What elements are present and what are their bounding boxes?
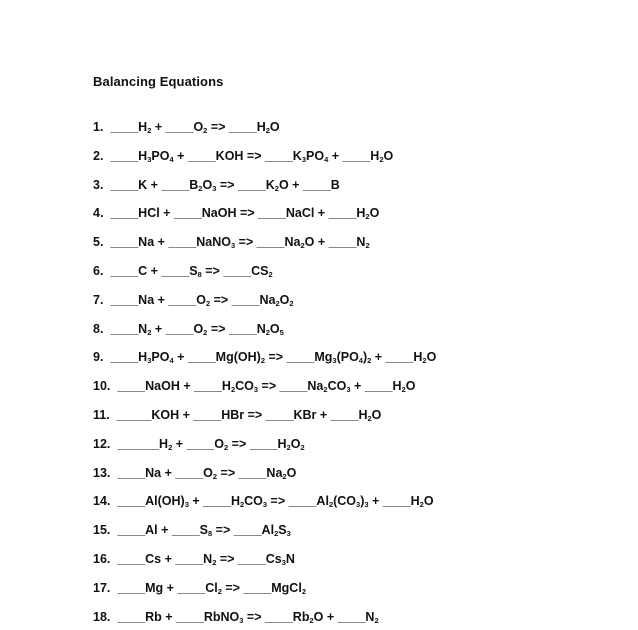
equation-row: 9. $\_\_\_\_H_3PO_4$ + $\_\_\_\_Mg(OH)_2$ => $\_\_\_\_Mg_3(PO_4)_2$ + $\_\_\_\_H_2O$ xyxy=(93,350,437,366)
equation-row: 6. ____C + $\_\_\_\_S_8$ => $\_\_\_\_CS_2$ xyxy=(93,264,273,279)
equation-row: 14. $\_\_\_\_Al(OH)_3$ + $\_\_\_\_H_2CO_3$ => $\_\_\_\_Al_2(CO_3)_3$ + $\_\_\_\_H_2O$ xyxy=(93,494,434,510)
equation-row: 5. ____Na + ____NaNO$_3$ => $\_\_\_\_Na_2O$ + $\_\_\_\_N_2$ xyxy=(93,235,370,251)
equation-row: 2. $\_\_\_\_H_3PO_4$ + ____KOH => $\_\_\_\_K_3PO_4$ + $\_\_\_\_H_2O$ xyxy=(93,148,394,164)
equation-row: 12. $\_\_\_\_\_\_H_2$ + $\_\_\_\_O_2$ => $\_\_\_\_H_2O_2$ xyxy=(93,436,305,452)
equation-row: 11. _____KOH + ____HBr => ____KBr + $\_\_\_\_H_2O$ xyxy=(93,408,382,423)
worksheet-title: Balancing Equations xyxy=(93,74,224,89)
equation-row: 1. $\_\_\_\_H_2$ + $\_\_\_\_O_2$ => $\_\_\_\_H_2O$ xyxy=(93,120,280,135)
equation-row: 18. ____Rb + ____RbNO$_3$ => $\_\_\_\_Rb_2O$ + $\_\_\_\_N_2$ xyxy=(93,609,379,625)
equation-row: 16. ____Cs + $\_\_\_\_N_2$ => $\_\_\_\_Cs_3N$ xyxy=(93,552,295,567)
equation-row: 10. ____NaOH + $\_\_\_\_H_2CO_3$ => $\_\_\_\_Na_2CO_3$ + $\_\_\_\_H_2O$ xyxy=(93,379,416,395)
equation-row: 17. ____Mg + $\_\_\_\_Cl_2$ => ____MgCl$_2$ xyxy=(93,580,306,596)
equation-row: 3. ____K + $\_\_\_\_B_2O_3$ => $\_\_\_\_K_2O$ + ____B xyxy=(93,177,340,193)
equation-row: 7. ____Na + $\_\_\_\_O_2$ => $\_\_\_\_Na_2O_2$ xyxy=(93,292,294,308)
equation-row: 8. $\_\_\_\_N_2$ + $\_\_\_\_O_2$ => $\_\_\_\_N_2O_5$ xyxy=(93,321,284,337)
equation-row: 4. ____HCl + ____NaOH => ____NaCl + $\_\_\_\_H_2O$ xyxy=(93,206,380,222)
equation-row: 15. ____Al + $\_\_\_\_S_8$ => $\_\_\_\_Al_2S_3$ xyxy=(93,523,291,539)
equation-row: 13. ____Na + $\_\_\_\_O_2$ => $\_\_\_\_Na_2O$ xyxy=(93,465,297,481)
